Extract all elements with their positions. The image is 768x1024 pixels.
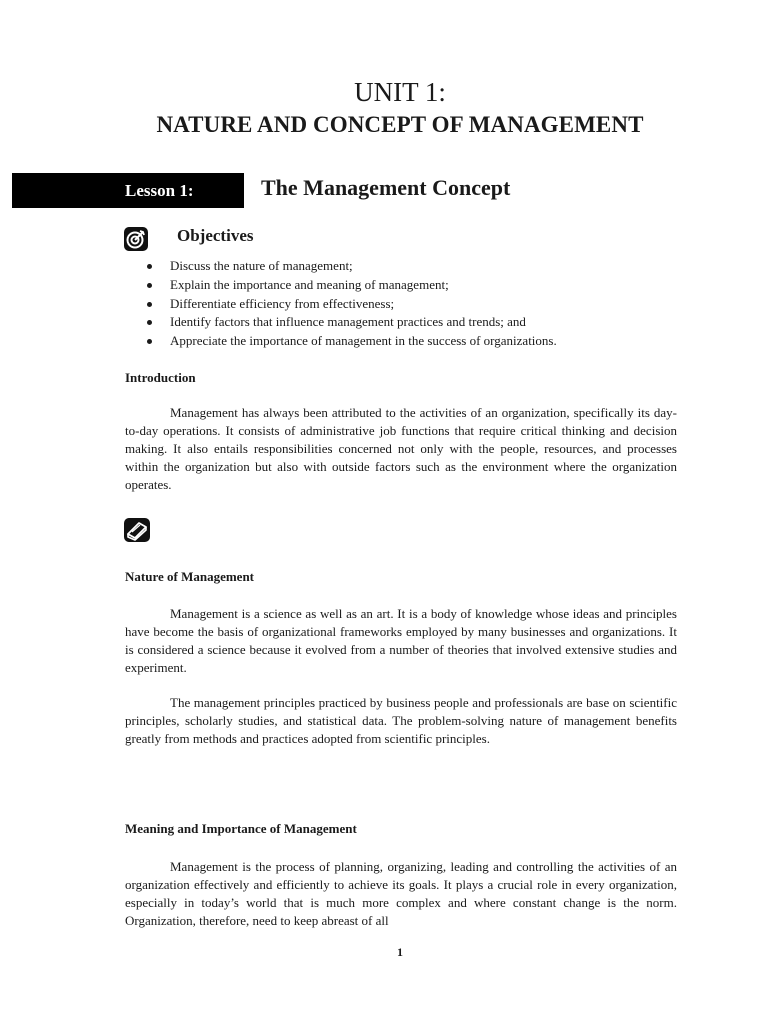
- objectives-list: [147, 257, 557, 351]
- lesson-label: Lesson 1:: [125, 181, 194, 200]
- unit-subtitle: NATURE AND CONCEPT OF MANAGEMENT: [156, 112, 644, 137]
- objectives-heading: Objectives: [177, 226, 254, 245]
- unit-title: UNIT 1:: [354, 77, 446, 107]
- target-icon: [124, 227, 148, 251]
- book-icon: [124, 518, 150, 542]
- list-item: Identify factors that influence management practices and trends; and: [147, 313, 557, 332]
- nature-paragraph: Management is a science as well as an art. It is a body of knowledge whose ideas and principles have become the basis of organizational frameworks employed by many businesses and organizations. It is considered a science because it evolved from a number of theories that involved extensive studies and experiment.: [125, 606, 677, 675]
- nature-paragraph: The management principles practiced by business people and professionals are base on scientific principles, scholarly studies, and statistical data. The problem-solving nature of management benefits greatly from methods and practices adopted from scientific principles.: [125, 695, 677, 746]
- meaning-paragraph: Management is the process of planning, organizing, leading and controlling the activities of an organization effectively and efficiently to achieve its goals. It plays a crucial role in every organization, especially in today’s world that is much more complex and where constant change is the norm. Organization, therefore, need to keep abreast of all: [125, 859, 677, 928]
- page-number: 1: [397, 945, 403, 959]
- introduction-paragraph: Management has always been attributed to the activities of an organization, specifically its day-to-day operations. It consists of administrative job functions that require critical thinking and decision making. It also entails responsibilities concerned not only with the people, resources, and processes within the organization but also with outside factors such as the environment where the organization operates.: [125, 405, 677, 492]
- meaning-heading: Meaning and Importance of Management: [125, 821, 357, 836]
- nature-heading: Nature of Management: [125, 569, 255, 584]
- lesson-title: The Management Concept: [261, 175, 511, 200]
- list-item: Discuss the nature of management;: [147, 257, 557, 276]
- list-item: Differentiate efficiency from effectiveness;: [147, 295, 557, 314]
- introduction-heading: Introduction: [125, 370, 196, 385]
- list-item: Appreciate the importance of management in the success of organizations.: [147, 332, 557, 351]
- list-item: Explain the importance and meaning of management;: [147, 276, 557, 295]
